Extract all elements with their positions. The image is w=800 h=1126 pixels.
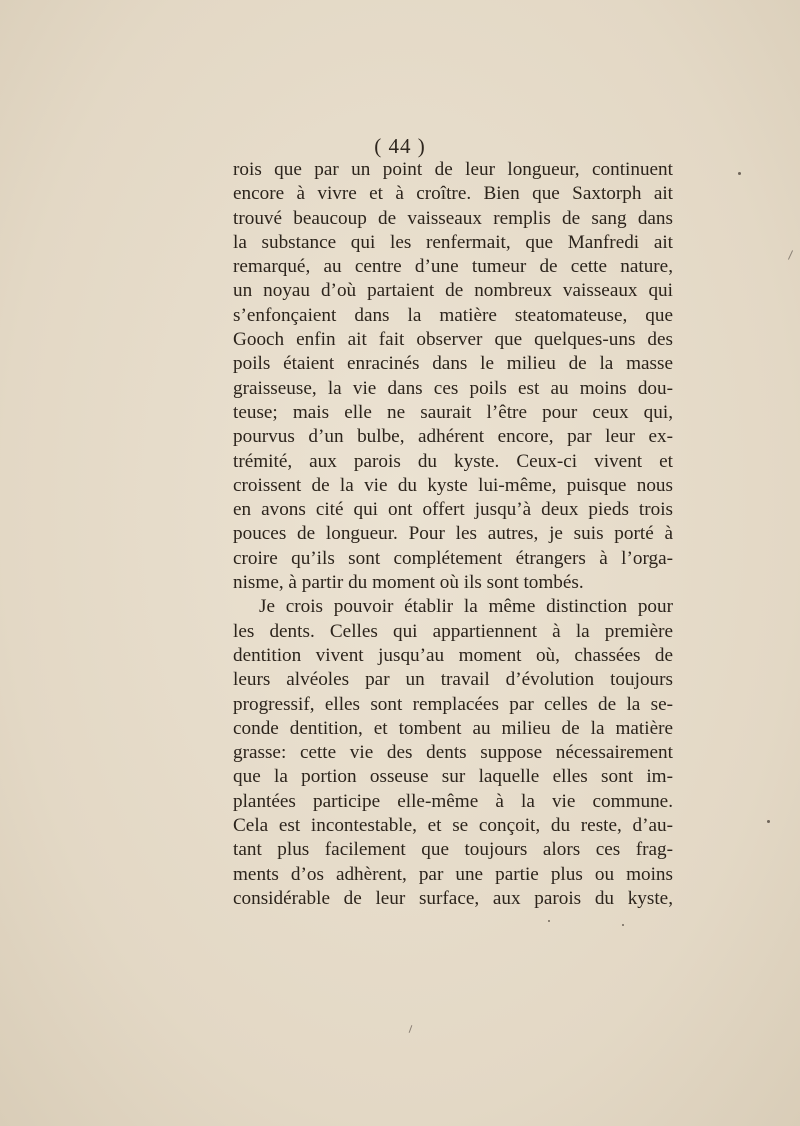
text-line: croire qu’ils sont complétement étrangers à l’orga- <box>233 547 673 569</box>
text-line: la substance qui les renfermait, que Manfredi ait <box>233 231 673 253</box>
text-line: conde dentition, et tombent au milieu de la matière <box>233 717 673 739</box>
text-line: plantées participe elle-même à la vie commune. <box>233 790 673 812</box>
text-line: que la portion osseuse sur laquelle elles sont im- <box>233 766 673 788</box>
text-line: grasse: cette vie des dents suppose nécessairement <box>233 742 673 764</box>
text-line: ments d’os adhèrent, par une partie plus ou moins <box>233 863 673 885</box>
text-line: pouces de longueur. Pour les autres, je suis porté à <box>233 523 673 545</box>
text-line: graisseuse, la vie dans ces poils est au moins dou- <box>233 377 673 399</box>
text-line: teuse; mais elle ne saurait l’être pour ceux qui, <box>233 401 673 423</box>
paper-speck <box>622 924 624 926</box>
body-text <box>233 158 673 911</box>
page-number: ( 44 ) <box>374 134 426 158</box>
text-line: leurs alvéoles par un travail d’évolution toujours <box>233 669 673 691</box>
text-line: trémité, aux parois du kyste. Ceux-ci vivent et <box>233 450 673 472</box>
text-line: pourvus d’un bulbe, adhérent encore, par leur ex- <box>233 426 673 448</box>
text-line: en avons cité qui ont offert jusqu’à deux pieds trois <box>233 499 673 521</box>
text-line: trouvé beaucoup de vaisseaux remplis de sang dans <box>233 207 673 229</box>
text-line: un noyau d’où partaient de nombreux vaisseaux qui <box>233 280 673 302</box>
paragraph-end-line: nisme, à partir du moment où ils sont tombés. <box>233 572 584 594</box>
text-line: poils étaient enracinés dans le milieu de la masse <box>233 353 673 375</box>
text-line: s’enfonçaient dans la matière steatomateuse, que <box>233 304 673 326</box>
text-line: tant plus facilement que toujours alors ces frag- <box>233 839 673 861</box>
text-line: encore à vivre et à croître. Bien que Saxtorph ait <box>233 183 673 205</box>
paragraph-start-line: Je crois pouvoir établir la même distinction pour <box>259 596 673 618</box>
text-line: rois que par un point de leur longueur, continuent <box>233 159 673 180</box>
text-line: remarqué, au centre d’une tumeur de cette nature, <box>233 256 673 278</box>
text-line: dentition vivent jusqu’au moment où, chassées de <box>233 644 673 666</box>
text-line: Cela est incontestable, et se conçoit, du reste, d’au- <box>233 815 673 837</box>
paper-speck <box>738 172 741 175</box>
paper-scratch <box>409 1025 413 1033</box>
text-line: croissent de la vie du kyste lui-même, puisque nous <box>233 474 673 496</box>
text-line: Gooch enfin ait fait observer que quelques-uns des <box>233 329 673 351</box>
text-line: considérable de leur surface, aux parois du kyste, <box>233 887 673 909</box>
paper-speck <box>767 820 770 823</box>
text-line: progressif, elles sont remplacées par celles de la se- <box>233 693 673 715</box>
text-line: les dents. Celles qui appartiennent à la première <box>233 620 673 642</box>
paper-scratch <box>788 250 793 259</box>
paper-speck <box>548 920 550 922</box>
